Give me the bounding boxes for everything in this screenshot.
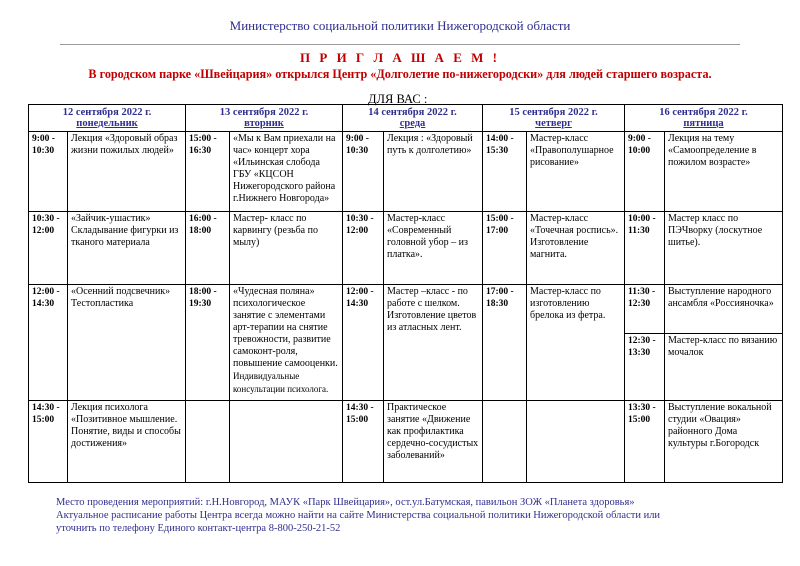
event-desc: Практическое занятие «Движение как профилактика сердечно-сосудистых заболеваний» xyxy=(384,401,483,483)
event-time: 10:00 - 11:30 xyxy=(625,212,665,285)
schedule-row-2 xyxy=(29,212,783,285)
event-desc: Мастер класс по ПЭЧворку (лоскутное шитье). xyxy=(665,212,783,285)
event-time: 13:30 - 15:00 xyxy=(625,401,665,483)
event-time: 18:00 - 19:30 xyxy=(186,285,230,401)
schedule-row-3 xyxy=(29,285,783,334)
event-desc: Лекция : «Здоровый путь к долголетию» xyxy=(384,132,483,212)
event-time: 10:30 - 12:00 xyxy=(343,212,384,285)
event-desc: Мастер-класс по вязанию мочалок xyxy=(665,334,783,401)
footer-venue: Место проведения мероприятий: г.Н.Новгород, МАУК «Парк Швейцария», ост.ул.Батумская, павильон ЗОЖ «Планета здоровья» xyxy=(56,497,635,508)
event-time: 15:00 - 17:00 xyxy=(483,212,527,285)
schedule-table xyxy=(28,104,783,483)
empty-cell xyxy=(483,401,527,483)
footer-site-note: Актуальное расписание работы Центра всегда можно найти на сайте Министерства социальной политики Нижегородской области или xyxy=(56,510,661,521)
empty-cell xyxy=(527,401,625,483)
event-time: 14:00 - 15:30 xyxy=(483,132,527,212)
event-desc: Мастер- класс по карвингу (резьба по мылу) xyxy=(230,212,343,285)
empty-cell xyxy=(230,401,343,483)
event-desc: Мастер-класс «Правополушарное рисование» xyxy=(527,132,625,212)
event-time: 12:00 - 14:30 xyxy=(29,285,68,401)
event-time: 9:00 - 10:30 xyxy=(343,132,384,212)
event-desc: Выступление народного ансамбля «Россияночка» xyxy=(665,285,783,334)
event-time: 14:30 - 15:00 xyxy=(343,401,384,483)
event-desc: Мастер –класс - по работе с шелком. Изготовление цветов из атласных лент. xyxy=(384,285,483,401)
event-time: 17:00 - 18:30 xyxy=(483,285,527,401)
event-desc: «Мы к Вам приехали на час» концерт хора «Ильинская слобода ГБУ «КЦСОН Нижегородского района г.Нижнего Новгорода» xyxy=(230,132,343,212)
event-desc: Мастер-класс «Точечная роспись». Изготовление магнита. xyxy=(527,212,625,285)
event-desc: Мастер-класс по изготовлению брелока из фетра. xyxy=(527,285,625,401)
event-desc: «Осенний подсвечник» Тестопластика xyxy=(68,285,186,401)
ministry-title: Министерство социальной политики Нижегородской области xyxy=(229,18,571,33)
event-desc: Мастер-класс «Современный головной убор – из платка». xyxy=(384,212,483,285)
invite-heading: П Р И Г Л А Ш А Е М ! xyxy=(300,50,500,65)
footer-phone: уточнить по телефону Единого контакт-центра 8-800-250-21-52 xyxy=(56,523,341,534)
header-divider xyxy=(60,44,740,45)
day-header-row xyxy=(29,105,783,132)
day-header-mon: 12 сентября 2022 г. понедельник xyxy=(29,105,186,132)
day-header-fri: 16 сентября 2022 г. пятница xyxy=(625,105,783,132)
footer-info xyxy=(56,496,756,535)
for-you-label: ДЛЯ ВАС : xyxy=(368,92,428,106)
event-time: 11:30 - 12:30 xyxy=(625,285,665,334)
event-time: 16:00 - 18:00 xyxy=(186,212,230,285)
event-time: 12:00 - 14:30 xyxy=(343,285,384,401)
event-time: 14:30 - 15:00 xyxy=(29,401,68,483)
event-desc: «Зайчик-ушастик» Складывание фигурки из тканого материала xyxy=(68,212,186,285)
day-header-tue: 13 сентября 2022 г. вторник xyxy=(186,105,343,132)
event-desc: Выступление вокальной студии «Овация» районного Дома культуры г.Богородск xyxy=(665,401,783,483)
empty-cell xyxy=(186,401,230,483)
event-desc: Лекция «Здоровый образ жизни пожилых людей» xyxy=(68,132,186,212)
event-desc: Лекция психолога «Позитивное мышление. Понятие, виды и способы достижения» xyxy=(68,401,186,483)
event-time: 9:00 - 10:30 xyxy=(29,132,68,212)
schedule-row-4 xyxy=(29,401,783,483)
event-time: 12:30 - 13:30 xyxy=(625,334,665,401)
schedule-row-1 xyxy=(29,132,783,212)
day-header-wed: 14 сентября 2022 г. среда xyxy=(343,105,483,132)
day-header-thu: 15 сентября 2022 г. четверг xyxy=(483,105,625,132)
event-desc: Лекция на тему «Самоопределение в пожилом возрасте» xyxy=(665,132,783,212)
event-desc: «Чудесная поляна» психологическое занятие с элементами арт-терапии на снятие тревожности, развитие самоконт-роля, повышение самооценки. Индивидуальные консультации психолога. xyxy=(230,285,343,401)
event-time: 9:00 - 10:00 xyxy=(625,132,665,212)
event-time: 10:30 - 12:00 xyxy=(29,212,68,285)
announcement-subtitle: В городском парке «Швейцария» открылся Центр «Долголетие по-нижегородски» для людей старшего возраста. xyxy=(88,67,712,81)
event-time: 15:00 - 16:30 xyxy=(186,132,230,212)
